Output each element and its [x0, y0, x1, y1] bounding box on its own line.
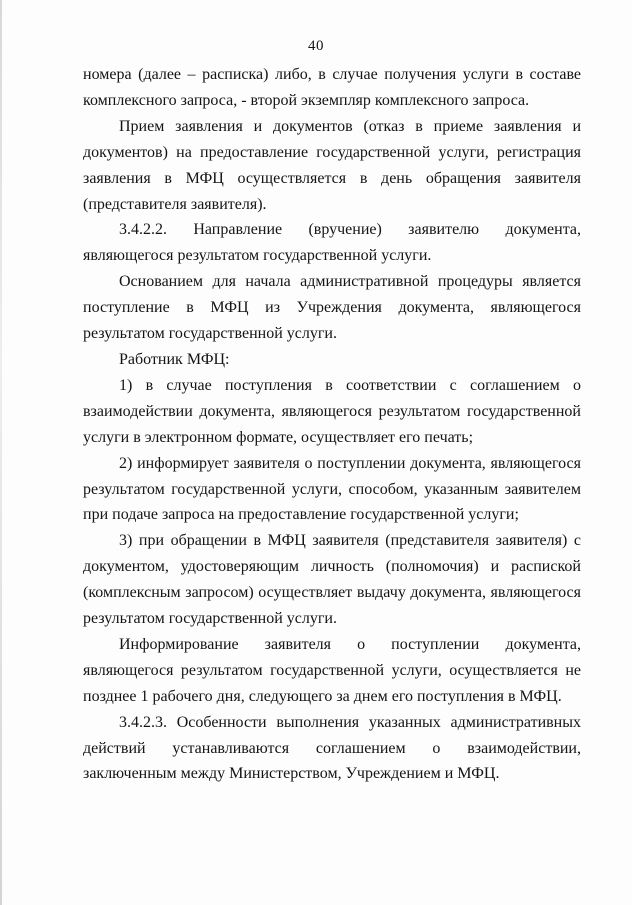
paragraph: Работник МФЦ:: [119, 350, 230, 368]
paragraph: 1) в случае поступления в соответствии с соглашением о взаимодействии документа, являющегося результатом государственной услуги в электронном формате, осуществляет его печать;: [83, 376, 581, 446]
paragraph: 2) информирует заявителя о поступлении документа, являющегося результатом государственной услуги, способом, указанным заявителем при подаче запроса на предоставление государственной услуги;: [83, 454, 581, 524]
page-number: 40: [308, 38, 324, 54]
paragraph: Прием заявления и документов (отказ в приеме заявления и документов) на предоставление государственной услуги, регистрация заявления в МФЦ осуществляется в день обращения заявителя (представителя заявителя).: [83, 117, 581, 213]
paragraph: Информирование заявителя о поступлении документа, являющегося результатом государственной услуги, осуществляется не позднее 1 рабочего дня, следующего за днем его поступления в МФЦ.: [83, 635, 581, 705]
paragraph: 3) при обращении в МФЦ заявителя (представителя заявителя) с документом, удостоверяющим личность (полномочия) и распиской (комплексным запросом) осуществляет выдачу документа, являющегося результатом государственной услуги.: [83, 532, 581, 628]
paragraph: 3.4.2.3. Особенности выполнения указанных административных действий устанавливаются соглашением о взаимодействии, заключенным между Министерством, Учреждением и МФЦ.: [83, 713, 581, 783]
paragraph: номера (далее – расписка) либо, в случае получения услуги в составе комплексного запроса, - второй экземпляр комплексного запроса.: [83, 66, 581, 109]
paragraph: 3.4.2.2. Направление (вручение) заявителю документа, являющегося результатом государственной услуги.: [83, 221, 581, 265]
scan-edge: [0, 0, 2, 905]
paragraph: Основанием для начала административной процедуры является поступление в МФЦ из Учреждения документа, являющегося результатом государственной услуги.: [83, 273, 581, 343]
document-body: [83, 62, 581, 787]
